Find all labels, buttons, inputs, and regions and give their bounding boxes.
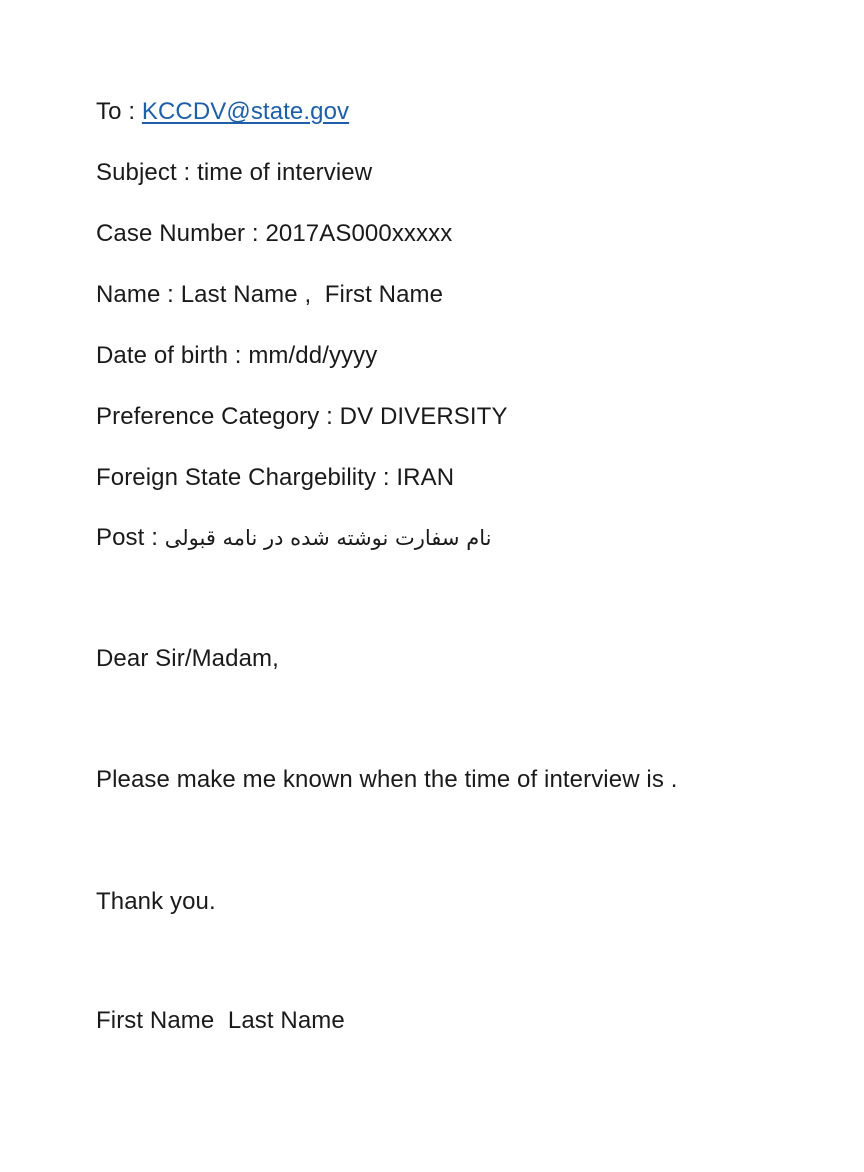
foreign-state-value: IRAN xyxy=(396,464,455,491)
name-line xyxy=(96,280,443,310)
case-number-label: Case Number : xyxy=(96,220,266,247)
preference-category-label: Preference Category : xyxy=(96,403,340,430)
closing-thanks: Thank you. xyxy=(96,888,216,915)
preference-category-line xyxy=(96,402,508,432)
preference-category-value: DV DIVERSITY xyxy=(339,403,508,430)
to-line xyxy=(96,97,349,127)
name-label: Name : xyxy=(96,281,181,308)
subject-line xyxy=(96,158,372,188)
foreign-state-label: Foreign State Chargebility : xyxy=(96,464,397,491)
recipient-email-link[interactable]: KCCDV@state.gov xyxy=(141,98,350,125)
to-label: To : xyxy=(96,98,142,125)
date-of-birth-label: Date of birth : xyxy=(96,342,249,369)
signature: First Name Last Name xyxy=(96,1007,345,1034)
name-value: Last Name , First Name xyxy=(180,281,444,308)
request-paragraph: Please make me known when the time of interview is . xyxy=(96,766,678,793)
greeting: Dear Sir/Madam, xyxy=(96,645,279,672)
post-value: نام سفارت نوشته شده در نامه قبولی xyxy=(164,526,492,550)
date-of-birth-value: mm/dd/yyyy xyxy=(248,342,378,369)
post-line xyxy=(96,523,491,553)
subject-label: Subject : xyxy=(96,159,198,186)
case-number-line xyxy=(96,219,452,249)
post-label: Post : xyxy=(96,524,165,551)
case-number-value: 2017AS000xxxxx xyxy=(265,220,453,247)
date-of-birth-line xyxy=(96,341,377,371)
subject-value: time of interview xyxy=(197,159,373,186)
foreign-state-line xyxy=(96,463,454,493)
